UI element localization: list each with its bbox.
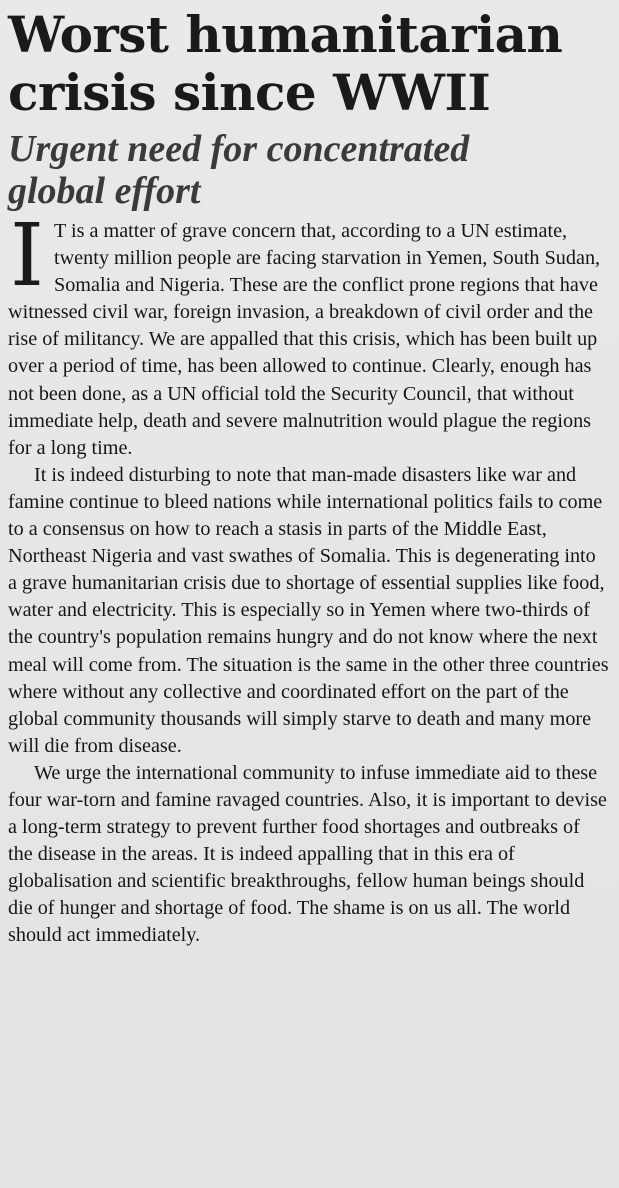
subheadline-line-2: global effort — [8, 170, 201, 212]
paragraph-1 — [8, 206, 609, 462]
paragraph-3: We urge the international community to infuse immediate aid to these four war-torn and famine ravaged countries. Also, it is important to devise a long-term strategy to prevent further food shortages and outbreaks of the disease in the areas. It is indeed appalling that in this era of globalisation and scientific breakthroughs, fellow human beings should die of hunger and shortage of food. The shame is on us all. The world should act immediately. — [8, 761, 607, 947]
article-body — [8, 206, 609, 950]
drop-cap: I — [10, 206, 44, 306]
paragraph-1-text: T is a matter of grave concern that, according to a UN estimate, twenty million people are facing starvation in Yemen, South Sudan, Somalia and Nigeria. These are the conflict prone regions that have witnessed civil war, foreign invasion, a breakdown of civil order and the rise of militancy. We are appalled that this crisis, which has been built up over a period of time, has been allowed to continue. Clearly, enough has not been done, as a UN official told the Security Council, that without immediate help, death and severe malnutrition would plague the regions for a long time. — [8, 220, 601, 459]
headline-line-1: Worst humanitarian — [8, 5, 563, 64]
paragraph-2: It is indeed disturbing to note that man-made disasters like war and famine continue to bleed nations while international politics fails to come to a consensus on how to reach a stasis in parts of the Middle East, Northeast Nigeria and vast swathes of Somalia. This is degenerating into a grave humanitarian crisis due to shortage of essential supplies like food, water and electricity. This is especially so in Yemen where two-thirds of the country's population remains hungry and do not know where the next meal will come from. The situation is the same in the other three countries where without any collective and coordinated effort on the part of the global community thousands will simply starve to death and many more will die from disease. — [8, 463, 609, 757]
headline — [8, 6, 609, 122]
subheadline — [8, 128, 609, 212]
subheadline-line-1: Urgent need for concentrated — [8, 128, 470, 170]
headline-line-2: crisis since WWII — [8, 63, 491, 122]
